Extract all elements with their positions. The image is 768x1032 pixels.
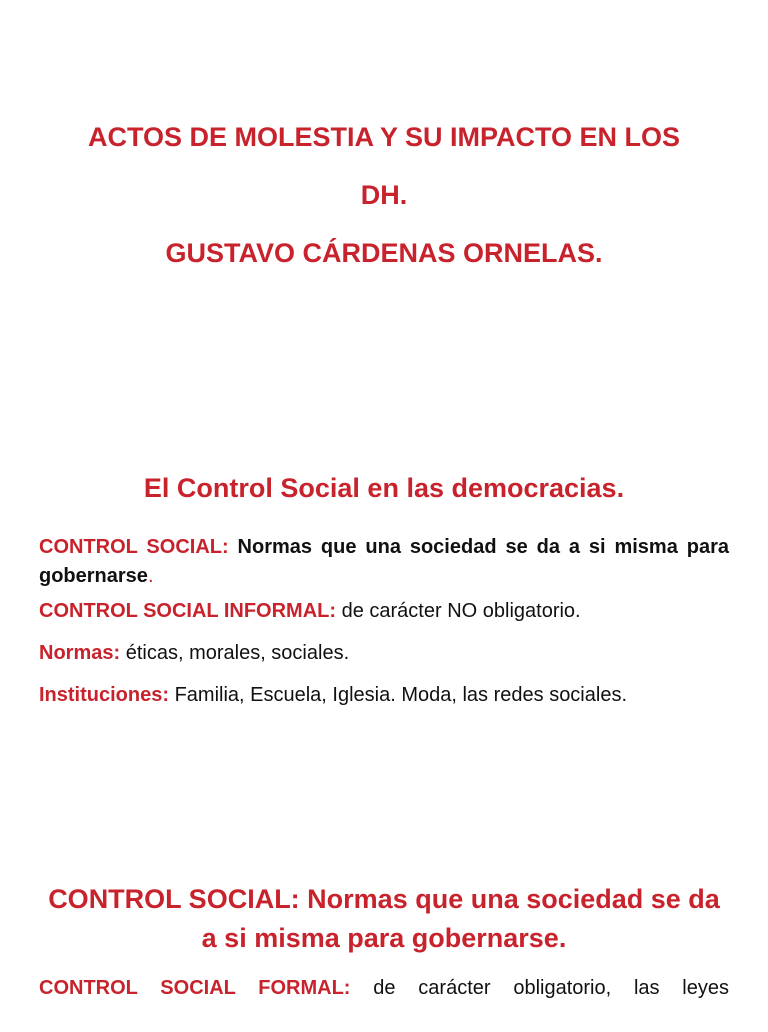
term-label: CONTROL SOCIAL INFORMAL: <box>39 600 337 622</box>
term-definition: Familia, Escuela, Iglesia. Moda, las redes sociales. <box>174 684 627 706</box>
definition-instituciones <box>39 681 729 710</box>
document-title-line-2: DH. <box>360 180 408 210</box>
document-title-line-1: ACTOS DE MOLESTIA Y SU IMPACTO EN LOS <box>87 122 681 152</box>
definition-control-social-formal <box>39 974 729 1032</box>
definition-normas <box>39 639 729 668</box>
term-definition: de carácter NO obligatorio. <box>341 600 581 622</box>
section-heading-control-social: El Control Social en las democracias. <box>143 473 625 503</box>
title-slide <box>0 108 768 282</box>
term-label: CONTROL SOCIAL FORMAL: <box>39 977 351 999</box>
term-suffix: . <box>147 565 154 587</box>
author-name: GUSTAVO CÁRDENAS ORNELAS. <box>165 238 603 268</box>
term-definition: Normas que una sociedad se da a si misma para gobernarse <box>39 536 729 587</box>
term-label: Instituciones: <box>39 684 170 706</box>
definition-control-social <box>39 533 729 591</box>
term-definition: de carácter obligatorio, las leyes <box>373 977 729 999</box>
definition-control-social-informal <box>39 597 729 626</box>
term-definition: éticas, morales, sociales. <box>125 642 350 664</box>
term-label: Normas: <box>39 642 121 664</box>
section-heading-control-social-formal: CONTROL SOCIAL: Normas que una sociedad se da a si misma para gobernarse. <box>48 884 720 953</box>
term-label: CONTROL SOCIAL: <box>39 536 229 558</box>
